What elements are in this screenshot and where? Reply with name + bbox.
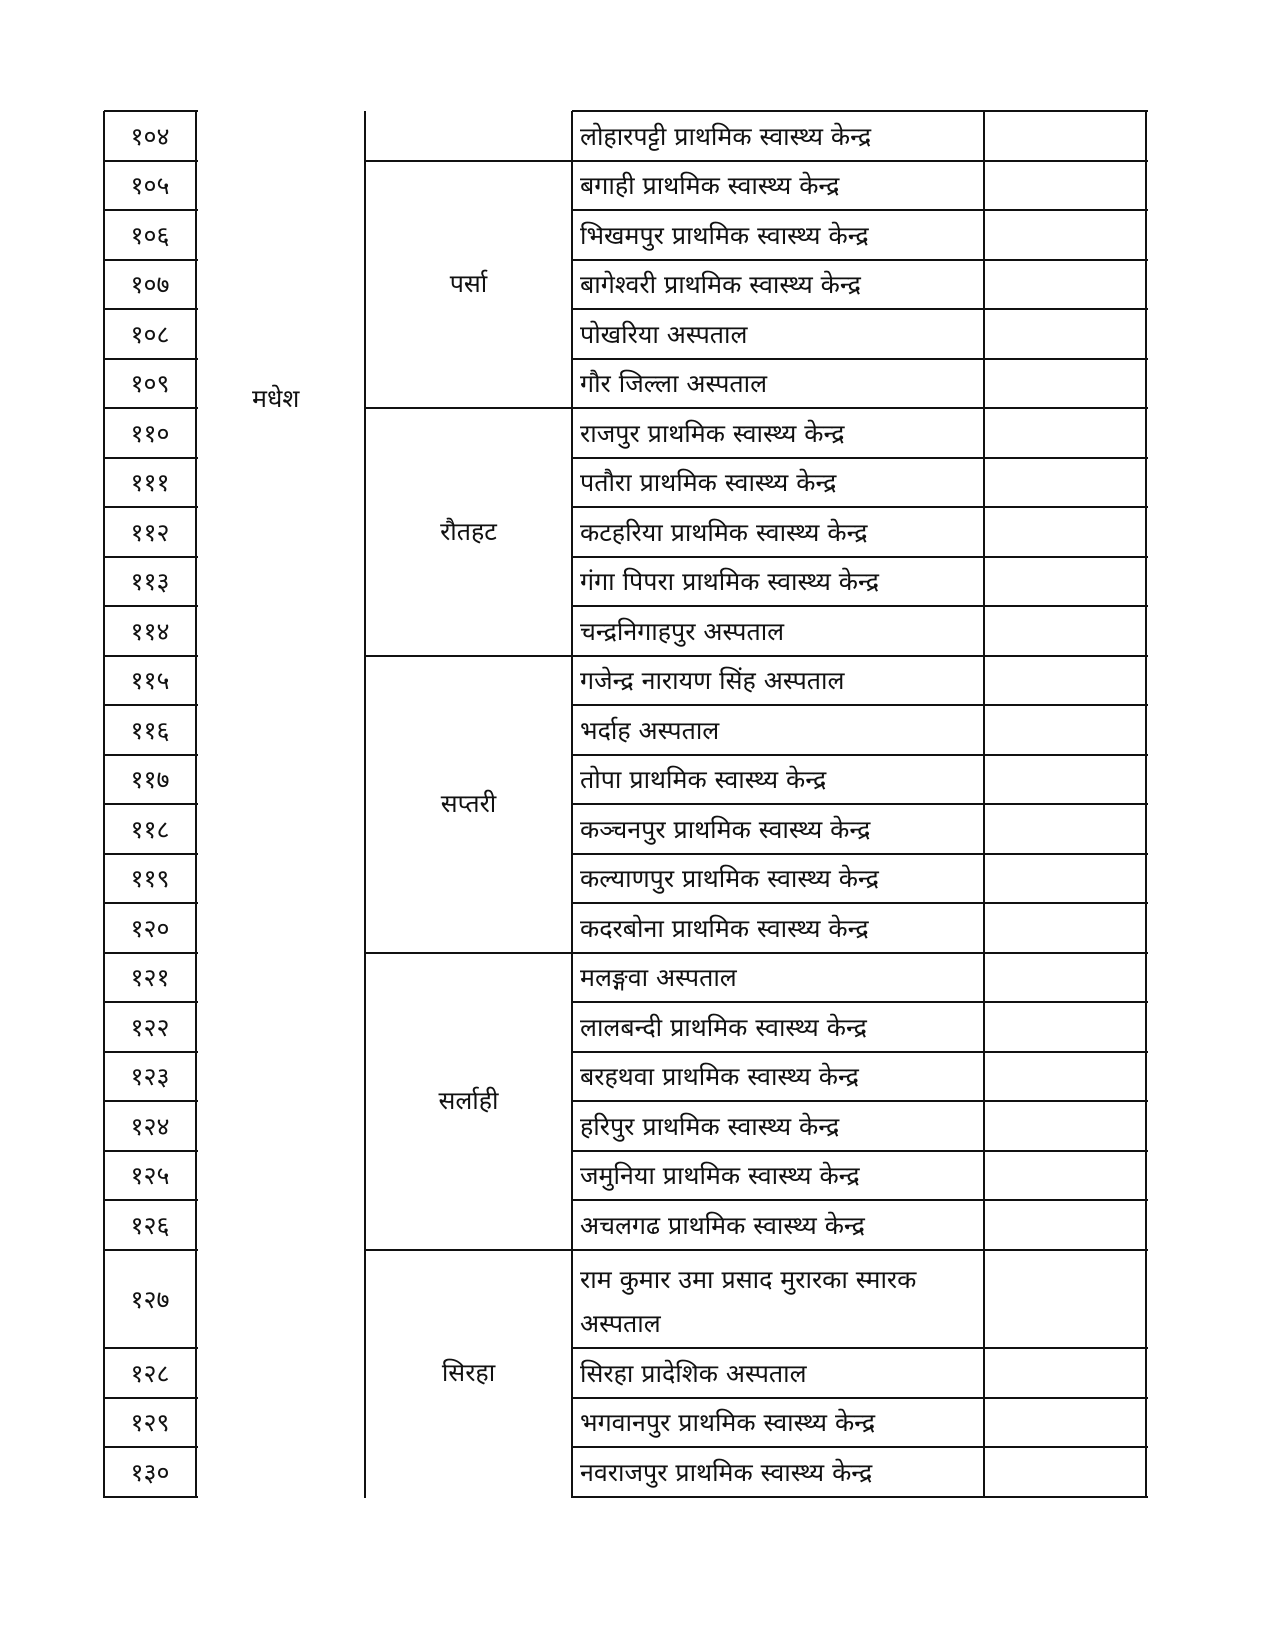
- serial-number: १२९: [130, 1408, 170, 1438]
- table-rule: [104, 1150, 198, 1152]
- remarks-cell: [984, 1151, 1146, 1201]
- table-rule: [365, 407, 574, 409]
- table-rule: [104, 605, 198, 607]
- district-name: सर्लाही: [438, 1086, 499, 1115]
- table-rule: [104, 160, 198, 162]
- serial-number: ११८: [130, 814, 170, 844]
- table-rule: [104, 1446, 198, 1448]
- serial-number: १०६: [130, 220, 170, 250]
- serial-number: ११६: [130, 715, 170, 745]
- facility-name: लोहारपट्टी प्राथमिक स्वास्थ्य केन्द्र: [580, 121, 872, 151]
- table-rule: [104, 259, 198, 261]
- table-rule: [104, 110, 198, 112]
- facility-name: गजेन्द्र नारायण सिंह अस्पताल: [580, 666, 845, 696]
- remarks-cell: [984, 1052, 1146, 1102]
- serial-number: १३०: [130, 1457, 170, 1487]
- table-rule: [104, 457, 198, 459]
- serial-number: ११७: [130, 765, 170, 795]
- serial-number: १०४: [130, 121, 170, 151]
- serial-number: १२८: [130, 1358, 170, 1388]
- facility-name: मलङ्गवा अस्पताल: [580, 963, 737, 993]
- facility-name: पतौरा प्राथमिक स्वास्थ्य केन्द्र: [580, 468, 837, 498]
- facility-name: बागेश्वरी प्राथमिक स्वास्थ्य केन्द्र: [580, 270, 861, 300]
- remarks-cell: [984, 705, 1146, 755]
- facility-name: भिखमपुर प्राथमिक स्वास्थ्य केन्द्र: [580, 220, 869, 250]
- facility-name: लालबन्दी प्राथमिक स्वास्थ्य केन्द्र: [580, 1012, 867, 1042]
- facility-name: कटहरिया प्राथमिक स्वास्थ्य केन्द्र: [580, 517, 868, 547]
- serial-number: ११४: [130, 616, 170, 646]
- facility-name: नवराजपुर प्राथमिक स्वास्थ्य केन्द्र: [580, 1457, 873, 1487]
- table-rule: [104, 1001, 198, 1003]
- table-rule: [104, 803, 198, 805]
- remarks-cell: [984, 1447, 1146, 1497]
- remarks-cell: [984, 804, 1146, 854]
- facility-name: चन्द्रनिगाहपुर अस्पताल: [580, 616, 785, 646]
- facility-name: गंगा पिपरा प्राथमिक स्वास्थ्य केन्द्र: [580, 567, 879, 597]
- table-rule: [104, 704, 198, 706]
- serial-number: १२१: [130, 963, 170, 993]
- serial-number: ११३: [130, 567, 170, 597]
- remarks-cell: [984, 755, 1146, 805]
- facility-name: तोपा प्राथमिक स्वास्थ्य केन्द्र: [580, 765, 827, 795]
- serial-number: १०९: [130, 369, 170, 399]
- facility-name: राम कुमार उमा प्रसाद मुरारका स्मारक अस्पताल: [580, 1264, 917, 1338]
- facility-name: भर्दाह अस्पताल: [580, 715, 720, 745]
- facility-name: गौर जिल्ला अस्पताल: [580, 369, 768, 399]
- serial-number: १२६: [130, 1210, 170, 1240]
- table-rule: [365, 1249, 574, 1251]
- remarks-cell: [984, 1101, 1146, 1151]
- facility-name: बगाही प्राथमिक स्वास्थ्य केन्द्र: [580, 171, 840, 201]
- table-rule: [104, 1100, 198, 1102]
- remarks-cell: [984, 161, 1146, 211]
- table-rule: [104, 1249, 198, 1251]
- table-rule: [365, 160, 574, 162]
- serial-number: ११९: [130, 864, 170, 894]
- facility-name: जमुनिया प्राथमिक स्वास्थ्य केन्द्र: [580, 1161, 860, 1191]
- province-name: मधेश: [252, 384, 300, 413]
- serial-number: १०७: [130, 270, 170, 300]
- facility-name: हरिपुर प्राथमिक स्वास्थ्य केन्द्र: [580, 1111, 840, 1141]
- serial-number: १११: [130, 468, 170, 498]
- district-name: सिरहा: [441, 1358, 496, 1387]
- facility-name: कल्याणपुर प्राथमिक स्वास्थ्य केन्द्र: [580, 864, 879, 894]
- remarks-cell: [984, 557, 1146, 607]
- remarks-cell: [984, 111, 1146, 161]
- facility-name: राजपुर प्राथमिक स्वास्थ्य केन्द्र: [580, 418, 845, 448]
- remarks-cell: [984, 953, 1146, 1003]
- facility-name: सिरहा प्रादेशिक अस्पताल: [580, 1358, 807, 1388]
- serial-number: १०५: [130, 171, 170, 201]
- remarks-cell: [984, 854, 1146, 904]
- serial-number: १०८: [130, 319, 170, 349]
- remarks-cell: [984, 309, 1146, 359]
- serial-number: ११५: [130, 666, 170, 696]
- facility-name: पोखरिया अस्पताल: [580, 319, 748, 349]
- serial-number: १२५: [130, 1161, 170, 1191]
- table-rule: [104, 209, 198, 211]
- table-rule: [365, 655, 574, 657]
- table-rule: [104, 1051, 198, 1053]
- remarks-cell: [984, 1348, 1146, 1398]
- remarks-cell: [984, 210, 1146, 260]
- table-rule: [104, 1496, 198, 1498]
- remarks-cell: [984, 507, 1146, 557]
- serial-number: १२४: [130, 1111, 170, 1141]
- table-rule: [104, 1397, 198, 1399]
- table-rule: [104, 1347, 198, 1349]
- table-rule: [104, 407, 198, 409]
- facility-name: बरहथवा प्राथमिक स्वास्थ्य केन्द्र: [580, 1062, 859, 1092]
- remarks-cell: [984, 1200, 1146, 1250]
- serial-number: १२०: [130, 913, 170, 943]
- remarks-cell: [984, 260, 1146, 310]
- facility-name: अचलगढ प्राथमिक स्वास्थ्य केन्द्र: [580, 1210, 865, 1240]
- district-name: सप्तरी: [440, 789, 497, 818]
- table-rule: [104, 754, 198, 756]
- district-name: पर्सा: [449, 269, 488, 299]
- table-rule: [104, 1199, 198, 1201]
- remarks-cell: [984, 903, 1146, 953]
- remarks-cell: [984, 1398, 1146, 1448]
- facility-name: भगवानपुर प्राथमिक स्वास्थ्य केन्द्र: [580, 1408, 876, 1438]
- remarks-cell: [984, 1250, 1146, 1349]
- serial-number: १२७: [130, 1284, 170, 1314]
- remarks-cell: [984, 359, 1146, 409]
- facility-name: कदरबोना प्राथमिक स्वास्थ्य केन्द्र: [580, 913, 869, 943]
- remarks-cell: [984, 408, 1146, 458]
- table-rule: [104, 655, 198, 657]
- table-rule: [104, 952, 198, 954]
- remarks-cell: [984, 606, 1146, 656]
- table-rule: [104, 358, 198, 360]
- serial-number: ११०: [130, 418, 170, 448]
- table-rule: [104, 556, 198, 558]
- table-rule: [365, 952, 574, 954]
- table-rule: [104, 308, 198, 310]
- table-rule: [104, 902, 198, 904]
- table-rule: [104, 506, 198, 508]
- serial-number: १२२: [130, 1012, 170, 1042]
- remarks-cell: [984, 1002, 1146, 1052]
- remarks-cell: [984, 656, 1146, 706]
- district-name: रौतहट: [440, 516, 497, 546]
- serial-number: १२३: [130, 1062, 170, 1092]
- facility-name: कञ्चनपुर प्राथमिक स्वास्थ्य केन्द्र: [580, 814, 871, 844]
- table-rule: [104, 853, 198, 855]
- remarks-cell: [984, 458, 1146, 508]
- serial-number: ११२: [130, 517, 170, 547]
